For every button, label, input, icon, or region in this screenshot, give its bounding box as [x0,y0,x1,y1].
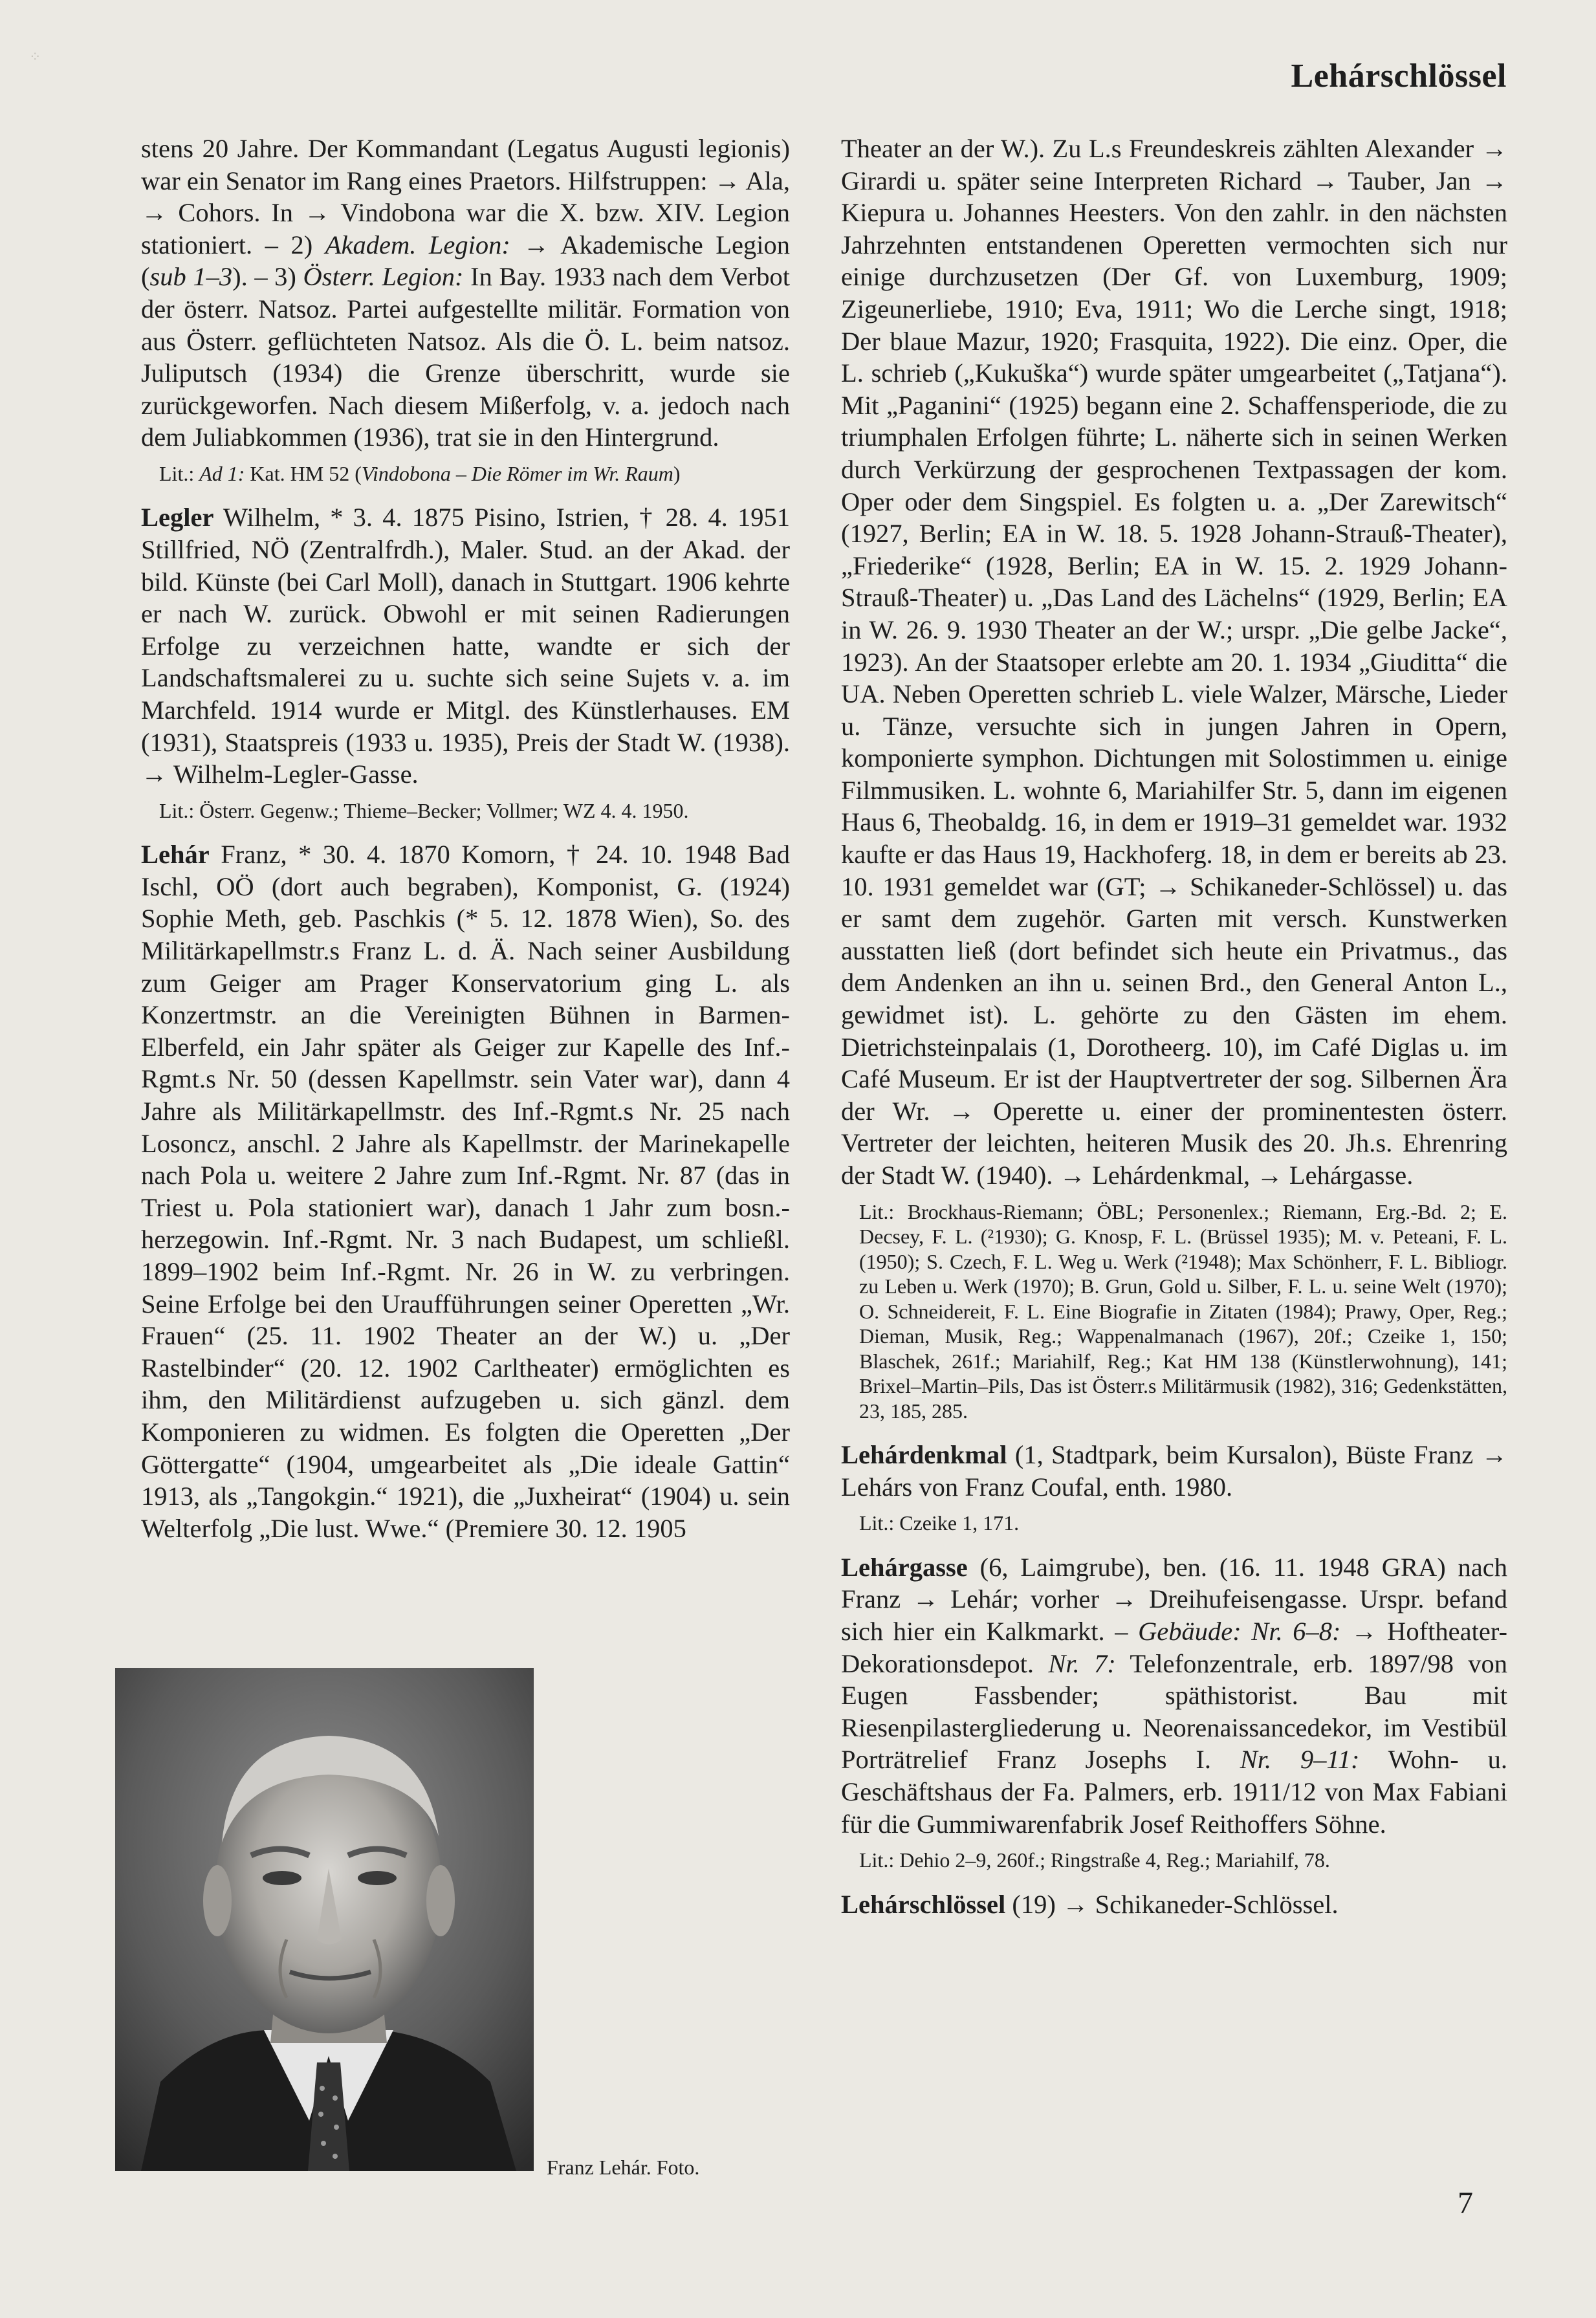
entry-headword: Lehárschlössel [841,1889,1006,1919]
portrait-photo [115,1668,534,2171]
literature-note: Lit.: Dehio 2–9, 260f.; Ringstraße 4, Reg.; Mariahilf, 78. [859,1848,1330,1872]
entry-headword: Lehárgasse [841,1552,968,1582]
entry-headword: Lehárdenkmal [841,1440,1007,1470]
entry-lehargasse: Lehárgasse (6, Laimgrube), ben. (16. 11. 1948 GRA) nach Franz → Lehár; vorher → Dreihufeisengasse. Urspr. befand sich hier ein Kalkmarkt. – Gebäude: Nr. 6–8: → Hoftheater-Dekorationsdepot. Nr. 7: Telefonzentrale, erb. 1897/98 von Eugen Fassbender; späthistorist. Bau mit Riesenpilastergliederung u. Neorenaissancedekor, im Vestibül Porträtrelief Franz Josephs I. Nr. 9–11: Wohn- u. Geschäftshaus der Fa. Palmers, erb. 1911/12 von Max Fabiani für die Gummiwarenfabrik Josef Reithoffers Söhne. [841,1552,1507,1839]
scan-artifact: ⁘ [29,49,41,65]
entry-headword: Legler [141,503,214,532]
left-column [141,133,790,1544]
literature-note: Lit.: Brockhaus-Riemann; ÖBL; Personenlex.; Riemann, Erg.-Bd. 2; E. Decsey, F. L. (²1930); G. Knosp, F. L. (Brüssel 1935); M. v. Peteani, F. L. (1950); S. Czech, F. L. Weg u. Werk (²1948); Max Schönherr, F. L. Bibliogr. zu Leben u. Werk (1970); B. Grun, Gold u. Silber, F. L. u. seine Welt (1970); O. Schneidereit, F. L. Eine Biografie in Zitaten (1984); Prawy, Oper, Reg.; Dieman, Musik, Reg.; Wappenalmanach (1967), 20f.; Czeike 1, 150; Blaschek, 261f.; Mariahilf, Reg.; Kat HM 138 (Künstlerwohnung), 141; Brixel–Martin–Pils, Das ist Österr.s Militärmusik (1982), 316; Gedenkstätten, 23, 185, 285. [859,1199,1507,1423]
running-header: Lehárschlössel [1291,58,1507,94]
page-number: 7 [1458,2186,1473,2220]
portrait-image [115,1668,534,2171]
entry-lehar-continued: Theater an der W.). Zu L.s Freundeskreis zählten Alexander → Girardi u. später seine Interpreten Richard → Tauber, Jan → Kiepura u. Johannes Heesters. Von den zahlr. in den nächsten Jahrzehnten entstandenen Operetten vermochten sich nur einige durchzusetzen (Der Gf. von Luxemburg, 1909; Zigeunerliebe, 1910; Eva, 1911; Wo die Lerche singt, 1918; Der blaue Mazur, 1920; Frasquita, 1922). Die einz. Oper, die L. schrieb („Kukuška“) wurde später umgearbeitet („Tatjana“). Mit „Paganini“ (1925) begann eine 2. Schaffensperiode, die zu triumphalen Erfolgen führte; L. näherte sich in seinen Werken durch Verkürzung der gesprochenen Textpassagen der kom. Oper oder dem Singspiel. Es folgten u. a. „Der Zarewitsch“ (1927, Berlin; EA in W. 18. 5. 1928 Johann-Strauß-Theater), „Friederike“ (1928, Berlin; EA in W. 15. 2. 1929 Johann-Strauß-Theater) u. „Das Land des Lächelns“ (1929, Berlin; EA in W. 26. 9. 1930 Theater an der W.; urspr. „Die gelbe Jacke“, 1923). An der Staatsoper erlebte am 20. 1. 1934 „Giuditta“ die UA. Neben Operetten schrieb L. viele Walzer, Märsche, Lieder u. Tänze, versuchte sich in jungen Jahren in Opern, komponierte symphon. Dichtungen mit Solostimmen u. einige Filmmusiken. L. wohnte 6, Mariahilfer Str. 5, dann im eigenen Haus 6, Theobaldg. 16, in dem er 1919–31 gemeldet war. 1932 kaufte er das Haus 19, Hackhoferg. 18, in dem er bereits ab 23. 10. 1931 gemeldet war (GT; → Schikaneder-Schlössel) u. das er samt dem zugehör. Garten mit versch. Kunstwerken ausstatten ließ (dort befindet sich heute ein Privatmus., das dem Andenken an ihn u. seinen Brd., den General Anton L., gewidmet ist). L. gehörte zu den Gästen im ehem. Dietrichsteinpalais (1, Dorotheerg. 10), im Café Diglas u. im Café Museum. Er ist der Hauptvertreter der sog. Silbernen Ära der Wr. → Operette u. einer der prominentesten österr. Vertreter der leichten, heiteren Musik des 20. Jh.s. Ehrenring der Stadt W. (1940). → Lehárdenkmal, → Lehárgasse. [841,134,1507,1190]
entry-lehar: Lehár Franz, * 30. 4. 1870 Komorn, † 24. 10. 1948 Bad Ischl, OÖ (dort auch begraben), Komponist, G. (1924) Sophie Meth, geb. Paschkis (* 5. 12. 1878 Wien), So. des Militärkapellmstr.s Franz L. d. Ä. Nach seiner Ausbildung zum Geiger am Prager Konservatorium ging L. als Konzertmstr. an die Vereinigten Bühnen in Barmen-Elberfeld, ein Jahr später als Geiger zur Kapelle des Inf.-Rgmt.s Nr. 50 (dessen Kapellmstr. sein Vater war), dann 4 Jahre als Militärkapellmstr. des Inf.-Rgmt.s Nr. 25 nach Losoncz, anschl. 2 Jahre als Kapellmstr. der Marinekapelle nach Pola u. weitere 2 Jahre zum Inf.-Rgmt. Nr. 87 (das in Triest u. Pola stationiert war), danach 1 Jahr zum bosn.-herzegowin. Inf.-Rgmt. Nr. 3 nach Budapest, um schließl. 1899–1902 beim Inf.-Rgmt. Nr. 26 in W. zu verbringen. Seine Erfolge bei den Uraufführungen seiner Operetten „Wr. Frauen“ (25. 11. 1902 Theater an der W.) u. „Der Rastelbinder“ (20. 12. 1902 Carltheater) ermöglichten es ihm, den Militärdienst aufzugeben u. sich gänzl. dem Komponieren zu widmen. Es folgten die Operetten „Der Göttergatte“ (1904, umgearbeitet als „Die ideale Gattin“ 1913, als „Tangokgin.“ 1921), die „Juxheirat“ (1904) u. sein Welterfolg „Die lust. Wwe.“ (Premiere 30. 12. 1905 [141,840,790,1543]
photo-caption: Franz Lehár. Foto. [547,2156,700,2179]
entry-leharschloessel: Lehárschlössel (19) → Schikaneder-Schlössel. [841,1889,1339,1919]
entry-lehardenkmal: Lehárdenkmal (1, Stadtpark, beim Kursalon), Büste Franz → Lehárs von Franz Coufal, enth. 1980. [841,1440,1507,1502]
literature-note: Lit.: Czeike 1, 171. [859,1511,1020,1535]
entry-headword: Lehár [141,840,210,869]
right-column [841,133,1507,1920]
literature-note: Lit.: Ad 1: Kat. HM 52 (Vindobona – Die Römer im Wr. Raum) [159,461,681,485]
entry-legler: Legler Wilhelm, * 3. 4. 1875 Pisino, Istrien, † 28. 4. 1951 Stillfried, NÖ (Zentralfrdh.), Maler. Stud. an der Akad. der bild. Künste (bei Carl Moll), danach in Stuttgart. 1906 kehrte er nach W. zurück. Obwohl er mit seinen Radierungen Erfolge zu verzeichnen hatte, wandte er sich der Landschaftsmalerei zu u. suchte sich seine Sujets v. a. im Marchfeld. 1914 wurde er Mitgl. des Künstlerhauses. EM (1931), Staatspreis (1933 u. 1935), Preis der Stadt W. (1938). → Wilhelm-Legler-Gasse. [141,503,790,789]
literature-note: Lit.: Österr. Gegenw.; Thieme–Becker; Vollmer; WZ 4. 4. 1950. [159,798,689,822]
entry-legion-continued: stens 20 Jahre. Der Kommandant (Legatus Augusti legionis) war ein Senator im Rang eines Praetors. Hilfstruppen: → Ala, → Cohors. In → Vindobona war die X. bzw. XIV. Legion stationiert. – 2) Akadem. Legion: → Akademische Legion (sub 1–3). – 3) Österr. Legion: In Bay. 1933 nach dem Verbot der österr. Natsoz. Partei aufgestellte militär. Formation von aus Österr. geflüchteten Natsoz. Als die Ö. L. beim natsoz. Juliputsch (1934) die Grenze überschritt, wurde sie zurückgeworfen. Nach diesem Mißerfolg, v. a. jedoch nach dem Juliabkommen (1936), trat sie in den Hintergrund. [141,134,790,452]
